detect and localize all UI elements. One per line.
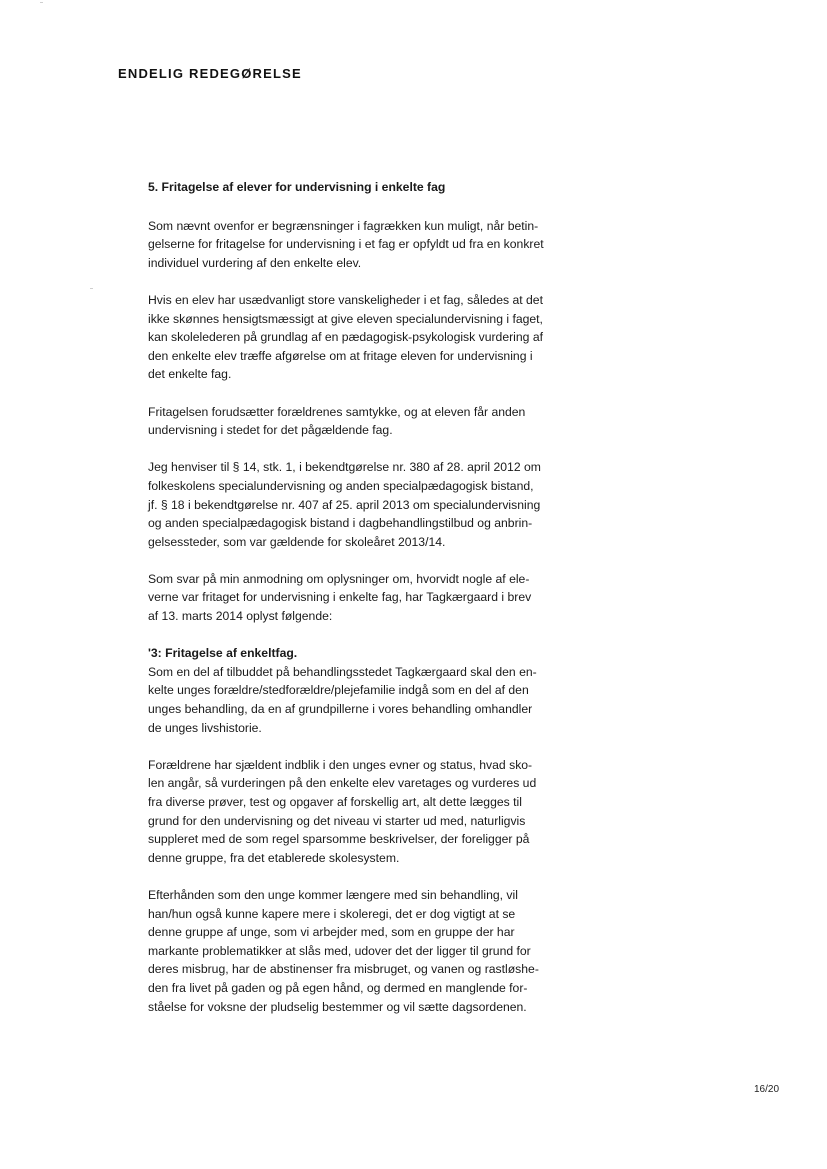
page-number: 16/20 — [754, 1084, 780, 1095]
text-line: denne gruppe, fra det etablerede skolesystem. — [148, 850, 400, 865]
text-line: Hvis en elev har usædvanligt store vanskeligheder i et fag, således at det — [148, 292, 543, 307]
text-line: fra diverse prøver, test og opgaver af forskellig art, alt dette lægges til — [148, 795, 522, 809]
scan-speck — [40, 2, 43, 3]
text-line: han/hun også kunne kapere mere i skoleregi, det er dog vigtigt at se — [148, 906, 516, 921]
paragraph — [148, 458, 588, 551]
paragraph — [148, 291, 588, 384]
document-body — [148, 178, 588, 1035]
document-header: ENDELIG REDEGØRELSE — [118, 66, 302, 81]
text-line: den enkelte elev træffe afgørelse om at fritage eleven for undervisning i — [148, 348, 533, 363]
text-line: grund for den undervisning og det niveau vi starter ud med, naturligvis — [148, 813, 526, 828]
paragraph — [148, 217, 588, 273]
text-line: folkeskolens specialundervisning og anden specialpædagogisk bistand, — [148, 478, 534, 493]
text-line: Fritagelsen forudsætter forældrenes samtykke, og at eleven får anden — [148, 404, 526, 419]
quote-paragraph — [148, 756, 588, 868]
paragraph — [148, 570, 588, 626]
quote-heading: '3: Fritagelse af enkeltfag. — [148, 646, 298, 661]
text-line: individuel vurdering af den enkelte elev. — [148, 255, 362, 270]
text-line: af 13. marts 2014 oplyst følgende: — [148, 609, 333, 624]
text-line: Som nævnt ovenfor er begrænsninger i fagrækken kun muligt, når betin- — [148, 218, 539, 233]
section-title: 5. Fritagelse af elever for undervisning i enkelte fag — [148, 180, 446, 194]
text-line: denne gruppe af unge, som vi arbejder med, som en gruppe der har — [148, 925, 515, 940]
text-line: markante problematikker at slås med, udover det der ligger til grund for — [148, 943, 531, 958]
text-line: Jeg henviser til § 14, stk. 1, i bekendtgørelse nr. 380 af 28. april 2012 om — [148, 460, 541, 475]
text-line: Som en del af tilbuddet på behandlingsstedet Tagkærgaard skal den en- — [148, 664, 537, 679]
text-line: suppleret med de som regel sparsomme beskrivelser, der foreligger på — [148, 832, 530, 847]
text-line: len angår, så vurderingen på den enkelte elev varetages og vurderes ud — [148, 776, 537, 791]
scan-speck — [90, 288, 93, 289]
text-line: det enkelte fag. — [148, 367, 232, 382]
text-line: unges behandling, da en af grundpillerne i vores behandling omhandler — [148, 702, 533, 717]
text-line: Efterhånden som den unge kommer længere med sin behandling, vil — [148, 887, 518, 902]
quote-paragraph — [148, 663, 588, 737]
text-line: den fra livet på gaden og på egen hånd, og dermed en manglende for- — [148, 980, 528, 995]
paragraph — [148, 403, 588, 440]
text-line: jf. § 18 i bekendtgørelse nr. 407 af 25. april 2013 om specialundervisning — [148, 497, 541, 512]
text-line: deres misbrug, har de abstinenser fra misbruget, og vanen og rastløshe- — [148, 962, 539, 977]
text-line: gelsessteder, som var gældende for skoleåret 2013/14. — [148, 534, 446, 549]
text-line: Forældrene har sjældent indblik i den unges evner og status, hvad sko- — [148, 757, 533, 772]
text-line: kelte unges forældre/stedforældre/plejefamilie indgå som en del af den — [148, 683, 529, 698]
text-line: verne var fritaget for undervisning i enkelte fag, har Tagkærgaard i brev — [148, 590, 532, 605]
text-line: ikke skønnes hensigtsmæssigt at give eleven specialundervisning i faget, — [148, 311, 543, 326]
quote-paragraph — [148, 886, 588, 1016]
text-line: gelserne for fritagelse for undervisning i et fag er opfyldt ud fra en konkret — [148, 237, 544, 252]
text-line: og anden specialpædagogisk bistand i dagbehandlingstilbud og anbrin- — [148, 516, 533, 531]
text-line: Som svar på min anmodning om oplysninger om, hvorvidt nogle af ele- — [148, 571, 530, 586]
text-line: ståelse for voksne der pludselig bestemmer og vil sætte dagsordenen. — [148, 999, 527, 1014]
text-line: de unges livshistorie. — [148, 720, 262, 735]
text-line: kan skolelederen på grundlag af en pædagogisk-psykologisk vurdering af — [148, 330, 543, 345]
text-line: undervisning i stedet for det pågældende fag. — [148, 423, 393, 438]
